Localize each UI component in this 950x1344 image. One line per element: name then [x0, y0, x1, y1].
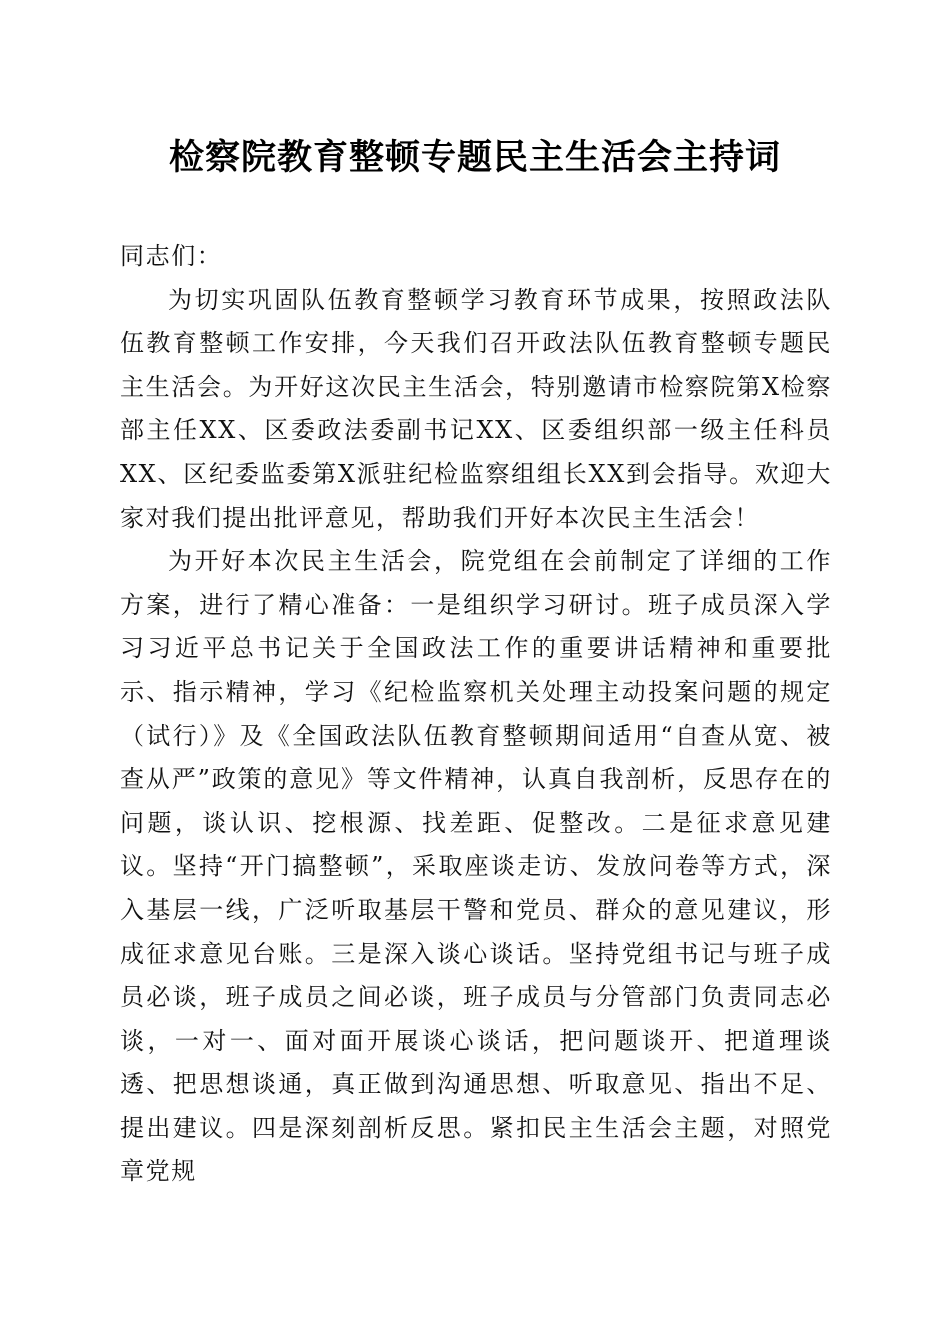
- salutation: 同志们：: [120, 242, 223, 270]
- paragraph-preparation: 为开好本次民主生活会，院党组在会前制定了详细的工作方案，进行了精心准备：一是组织学习研讨。班子成员深入学习习近平总书记关于全国政法工作的重要讲话精神和重要批示、指示精神，学习《纪检监察机关处理主动投案问题的规定（试行）》及《全国政法队伍教育整顿期间适用“自查从宽、被查从严”政策的意见》等文件精神，认真自我剖析，反思存在的问题，谈认识、挖根源、找差距、促整改。二是征求意见建议。坚持“开门搞整顿”，采取座谈走访、发放问卷等方式，深入基层一线，广泛听取基层干警和党员、群众的意见建议，形成征求意见台账。三是深入谈心谈话。坚持党组书记与班子成员必谈，班子成员之间必谈，班子成员与分管部门负责同志必谈，一对一、面对面开展谈心谈话，把问题谈开、把道理谈透、把思想谈通，真正做到沟通思想、听取意见、指出不足、提出建议。四是深刻剖析反思。紧扣民主生活会主题，对照党章党规: [120, 547, 832, 1186]
- document-title: 检察院教育整顿专题民主生活会主持词: [168, 137, 781, 178]
- document-body: [120, 235, 832, 1194]
- paragraph-opening: 为切实巩固队伍教育整顿学习教育环节成果，按照政法队伍教育整顿工作安排，今天我们召开政法队伍教育整顿专题民主生活会。为开好这次民主生活会，特别邀请市检察院第X检察部主任XX、区委政法委副书记XX、区委组织部一级主任科员XX、区纪委监委第X派驻纪检监察组组长XX到会指导。欢迎大家对我们提出批评意见，帮助我们开好本次民主生活会！: [120, 285, 832, 532]
